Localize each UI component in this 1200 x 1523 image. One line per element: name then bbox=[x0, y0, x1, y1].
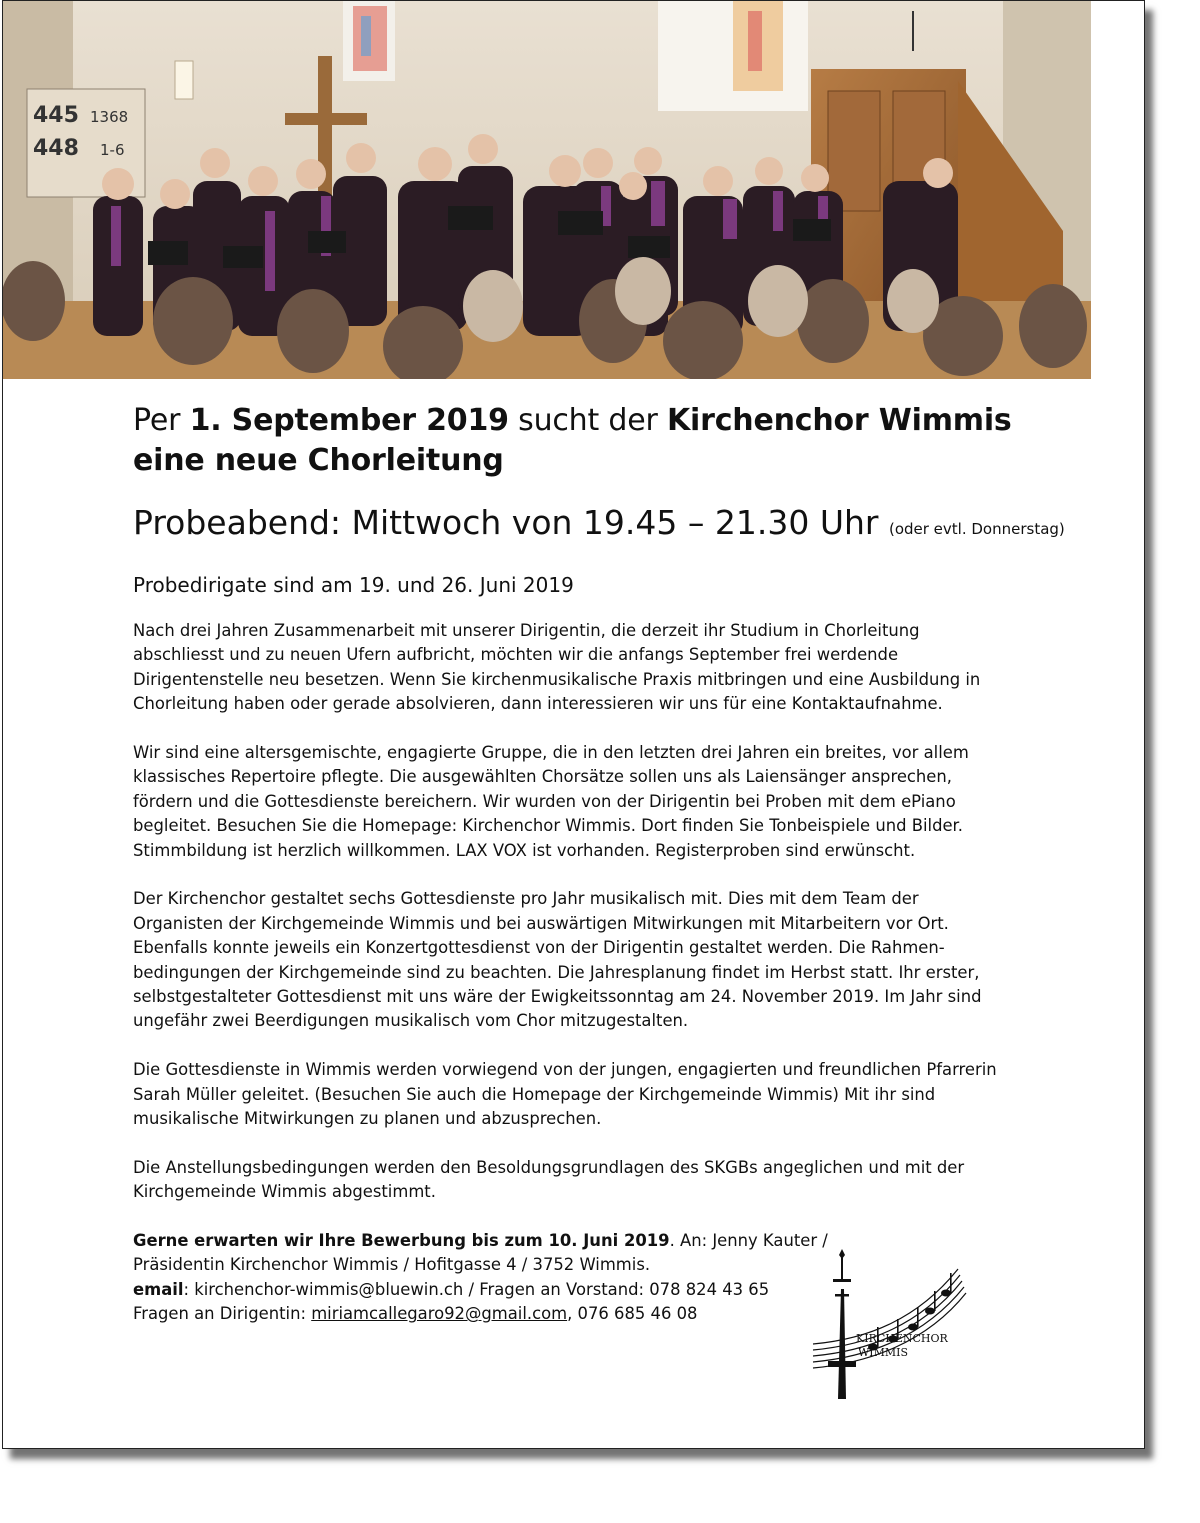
choir-logo bbox=[808, 1249, 968, 1404]
paragraph-services: Der Kirchenchor gestaltet sechs Gottesdienste pro Jahr musikalisch mit. Dies mit dem Team der Organisten der Kirchgemeinde Wimmis und bei auswärtigen Mitwirkungen mit Mitarbeitern vor Ort. Ebenfalls konnte jeweils ein Konzertgottesdienst von der Dirigentin gestaltet werden. Die Rahmen-bedingungen der Kirchgemeinde sind zu beachten. Die Jahresplanung findet im Herbst statt. Ihr erster, selbstgestalteter Gottesdienst mit uns wäre der Ewigkeitssonntag am 24. November 2019. Im Jahr sind ungefähr zwei Beerdigungen musikalisch vom Chor mitzugestalten. bbox=[133, 889, 982, 1031]
contact-email-phone: : kirchenchor-wimmis@bluewin.ch / Fragen an Vorstand: 078 824 43 65 bbox=[183, 1279, 770, 1299]
wall-lamp bbox=[175, 61, 193, 99]
flyer-content bbox=[133, 401, 1065, 1327]
rehearsal-note: (oder evtl. Donnerstag) bbox=[888, 520, 1065, 538]
logo-line-1: KIRCHENCHOR bbox=[856, 1332, 948, 1345]
logo-line-2: WIMMIS bbox=[858, 1346, 909, 1359]
paragraph-conditions: Die Anstellungsbedingungen werden den Besoldungsgrundlagen des SKGBs angeglichen und mit der Kirchgemeinde Wimmis abgestimmt. bbox=[133, 1157, 965, 1202]
headline-choir-name: Kirchenchor Wimmis bbox=[666, 403, 1012, 438]
headline bbox=[133, 401, 1013, 481]
rehearsal-main: Probeabend: Mittwoch von 19.45 – 21.30 Uhr bbox=[133, 503, 879, 542]
flyer-page bbox=[2, 0, 1145, 1449]
rehearsal-time bbox=[133, 503, 1065, 549]
hymn-verses-2: 1-6 bbox=[100, 141, 125, 159]
headline-prefix: Per bbox=[133, 403, 190, 438]
conductor-label: Fragen an Dirigentin: bbox=[133, 1304, 312, 1324]
email-label: email bbox=[133, 1279, 184, 1299]
contact-address-1: . An: Jenny Kauter / bbox=[669, 1231, 828, 1251]
stained-glass-window-right bbox=[658, 1, 808, 111]
hymn-number-2: 448 bbox=[33, 136, 79, 161]
headline-middle: sucht der bbox=[508, 403, 667, 438]
conductor-phone: , 076 685 46 08 bbox=[567, 1304, 698, 1324]
contact-address-2: Präsidentin Kirchenchor Wimmis / Hofitgasse 4 / 3752 Wimmis. bbox=[133, 1255, 651, 1275]
conductor-email-link[interactable]: miriamcallegaro92@gmail.com bbox=[311, 1304, 568, 1324]
paragraph-pastor: Die Gottesdienste in Wimmis werden vorwiegend von der jungen, engagierten und freundlichen Pfarrerin Sarah Müller geleitet. (Besuchen Sie auch die Homepage der Kirchgemeinde Wimmis) Mit ihr sind musikalische Mitwirkungen zu planen und abzusprechen. bbox=[133, 1060, 997, 1129]
stained-glass-window-left bbox=[343, 1, 395, 81]
headline-date: 1. September 2019 bbox=[189, 403, 509, 438]
headline-rest: eine neue Chorleitung bbox=[133, 443, 504, 478]
paragraph-intro: Nach drei Jahren Zusammenarbeit mit unserer Dirigentin, die derzeit ihr Studium in Chorleitung abschliesst und zu neuen Ufern aufbricht, möchten wir die anfangs September frei werdende Dirigentenstelle neu besetzen. Wenn Sie kirchenmusikalische Praxis mitbringen und eine Ausbildung in Chorleitung haben oder gerade absolvieren, dann interessieren wir uns für eine Kontaktaufnahme. bbox=[133, 621, 981, 714]
body-text bbox=[133, 619, 1013, 1327]
audition-dates: Probedirigate sind am 19. und 26. Juni 2019 bbox=[133, 573, 574, 597]
hymn-number-1: 445 bbox=[33, 103, 79, 128]
choir-photo bbox=[3, 1, 1091, 379]
application-deadline: Gerne erwarten wir Ihre Bewerbung bis zum 10. Juni 2019 bbox=[133, 1231, 670, 1251]
paragraph-group: Wir sind eine altersgemischte, engagierte Gruppe, die in den letzten drei Jahren ein breites, vor allem klassisches Repertoire pflegte. Die ausgewählten Chorsätze sollen uns als Laiensänger ansprechen, fördern und die Gottesdienste bereichern. Wir wurden von der Dirigentin bei Proben mit dem ePiano begleitet. Besuchen Sie die Homepage: Kirchenchor Wimmis. Dort finden Sie Tonbeispiele und Bilder. Stimmbildung ist herzlich willkommen. LAX VOX ist vorhanden. Registerproben sind erwünscht. bbox=[133, 743, 969, 860]
hymn-verses-1: 1368 bbox=[90, 108, 129, 126]
